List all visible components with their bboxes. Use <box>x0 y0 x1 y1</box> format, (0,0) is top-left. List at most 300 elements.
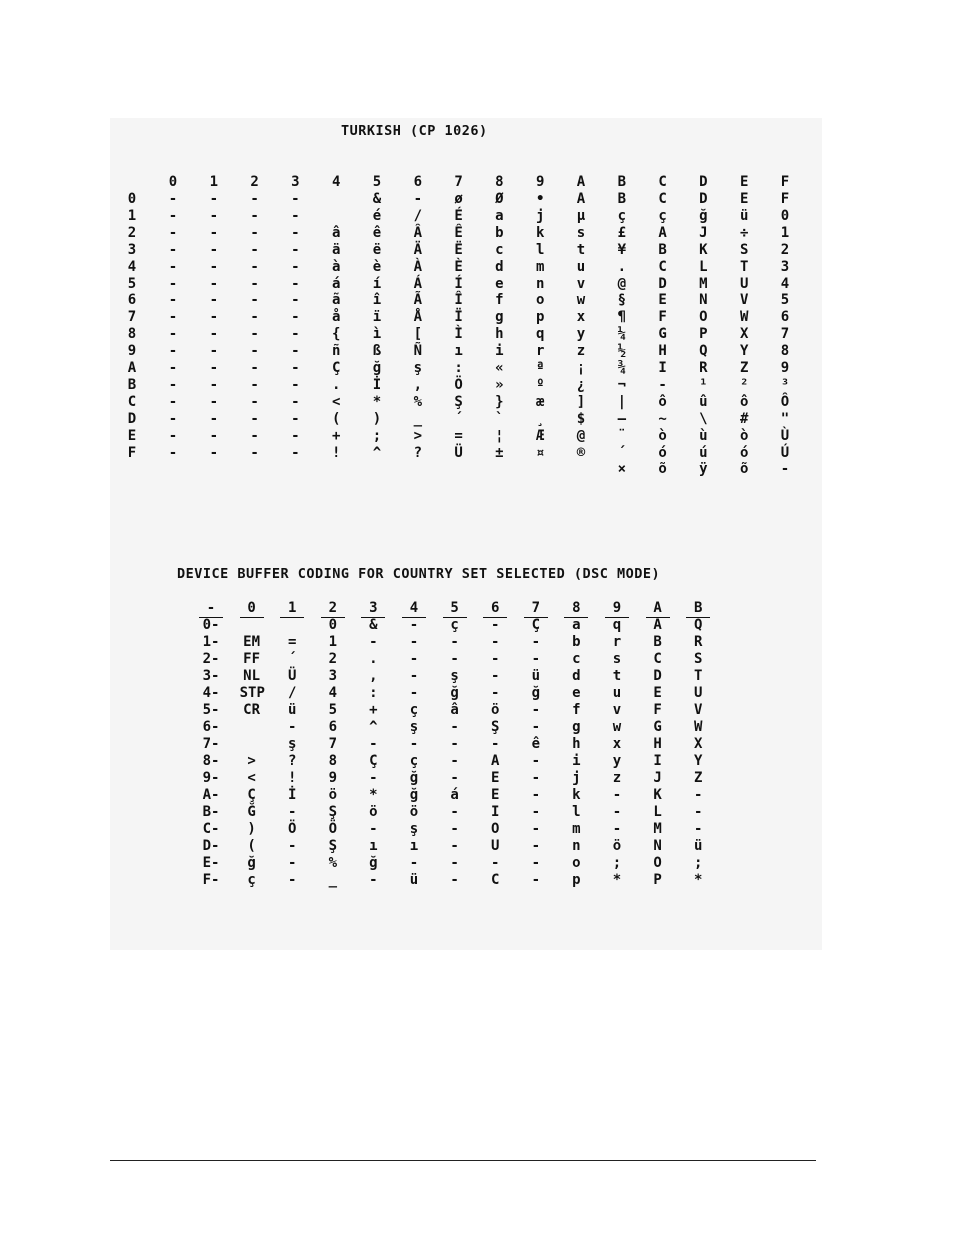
code-cell: - <box>490 617 500 633</box>
code-cell: ´ <box>454 410 463 427</box>
code-cell: Ç <box>331 360 341 376</box>
code-cell: - <box>168 427 178 444</box>
column-header: 9 <box>535 174 545 190</box>
code-cell: ğ <box>409 787 419 803</box>
code-cell: Y <box>693 753 703 769</box>
code-cell: R <box>699 360 708 376</box>
code-cell: ï <box>372 309 382 326</box>
code-cell: ; <box>372 427 382 444</box>
code-cell: - <box>291 343 300 360</box>
code-cell: - <box>291 360 300 376</box>
column-header: B <box>686 600 710 618</box>
code-cell: - <box>612 787 622 803</box>
code-cell: Å <box>413 309 423 326</box>
code-cell: - <box>490 668 500 684</box>
code-cell: p <box>535 309 545 326</box>
column-header: 8 <box>495 174 504 190</box>
code-cell: STP <box>239 685 265 701</box>
code-cell: ò <box>739 427 749 444</box>
code-cell: y <box>612 753 622 769</box>
row-label <box>120 461 144 478</box>
row-label: 3 <box>127 241 137 258</box>
code-cell: M <box>699 275 708 292</box>
code-cell: - <box>531 787 541 803</box>
code-cell: , <box>369 668 378 684</box>
column-header: 9 <box>605 600 629 618</box>
code-cell: w <box>612 719 622 735</box>
code-cell: 6 <box>328 719 338 735</box>
row-label: 6 <box>127 292 137 309</box>
code-cell: » <box>495 376 504 393</box>
code-cell: - <box>490 685 500 701</box>
code-cell: ² <box>739 376 749 393</box>
code-cell: ş <box>450 668 459 684</box>
code-cell: @ <box>576 427 586 444</box>
code-cell: § <box>617 292 627 309</box>
row-label: C <box>127 393 137 410</box>
code-cell: 8 <box>780 343 790 360</box>
code-cell: ¾ <box>617 360 627 376</box>
code-cell: ğ <box>369 855 378 871</box>
code-cell: - <box>409 651 419 667</box>
code-cell: < <box>331 393 341 410</box>
code-cell: H <box>653 736 662 752</box>
row-label: D- <box>202 838 220 854</box>
code-cell: - <box>450 804 459 820</box>
code-cell: ~ <box>658 410 667 427</box>
code-cell: ^ <box>372 444 382 461</box>
code-cell: Ş <box>328 804 338 820</box>
code-cell: I <box>653 753 662 769</box>
code-cell: ı <box>409 838 419 854</box>
code-cell: ) <box>247 821 256 837</box>
code-cell: ö <box>490 702 500 718</box>
code-cell: v <box>612 702 622 718</box>
code-cell: ! <box>287 770 297 786</box>
code-cell: - <box>209 207 219 224</box>
row-label: 8 <box>127 326 137 343</box>
column-header: 5 <box>443 600 467 618</box>
code-cell: - <box>250 326 259 343</box>
code-cell: O <box>699 309 708 326</box>
code-cell: F <box>658 309 667 326</box>
code-cell: c <box>572 651 581 667</box>
code-cell: - <box>291 275 300 292</box>
row-label: 6- <box>202 719 220 735</box>
code-cell: - <box>168 393 178 410</box>
code-cell: - <box>168 343 178 360</box>
code-cell: ¼ <box>617 326 627 343</box>
code-cell: 3 <box>780 258 790 275</box>
code-cell: ù <box>699 427 708 444</box>
code-cell: º <box>535 376 545 393</box>
code-cell: T <box>739 258 749 275</box>
code-cell: - <box>409 855 419 871</box>
code-cell: Î <box>454 292 463 309</box>
code-cell: EM <box>243 634 261 650</box>
code-cell: B <box>653 634 662 650</box>
code-cell: < <box>247 770 256 786</box>
code-cell: - <box>250 224 259 241</box>
code-cell: - <box>291 241 300 258</box>
code-cell: % <box>328 855 338 871</box>
code-cell: Z <box>693 770 703 786</box>
code-cell: n <box>572 838 581 854</box>
code-cell: - <box>531 855 541 871</box>
code-cell: 9 <box>780 360 790 376</box>
code-cell: - <box>531 821 541 837</box>
code-cell: á <box>450 787 459 803</box>
code-cell: i <box>572 753 581 769</box>
code-cell: q <box>535 326 545 343</box>
code-cell: - <box>209 444 219 461</box>
code-cell: O <box>490 821 500 837</box>
code-cell: l <box>572 804 581 820</box>
code-cell: a <box>572 617 581 633</box>
code-cell: Ù <box>780 427 790 444</box>
code-cell: 0 <box>780 207 790 224</box>
code-cell: ü <box>531 668 541 684</box>
code-cell: - <box>287 855 297 871</box>
code-cell: Ş <box>328 838 338 854</box>
row-label: 9 <box>127 343 137 360</box>
code-cell: İ <box>372 376 382 393</box>
column-header: 1 <box>280 600 304 618</box>
code-cell: X <box>739 326 749 343</box>
code-cell: Ğ <box>247 804 256 820</box>
column-header: 0 <box>240 600 264 618</box>
code-cell: E <box>490 770 500 786</box>
code-cell: [ <box>413 326 423 343</box>
code-cell: - <box>291 376 300 393</box>
code-cell: 5 <box>780 292 790 309</box>
code-cell: ç <box>617 207 627 224</box>
code-cell: I <box>658 360 667 376</box>
code-cell: & <box>369 617 378 633</box>
code-cell: q <box>612 617 622 633</box>
row-label: 7- <box>202 736 220 752</box>
code-cell: ç <box>450 617 459 633</box>
code-cell: - <box>168 410 178 427</box>
row-label: F <box>127 444 137 461</box>
code-cell: s <box>576 224 586 241</box>
code-cell: ô <box>658 393 667 410</box>
code-cell: 1 <box>328 634 338 650</box>
code-cell: z <box>612 770 622 786</box>
code-cell: P <box>699 326 708 343</box>
code-cell: : <box>454 360 463 376</box>
code-cell: p <box>572 872 581 888</box>
code-cell: - <box>450 838 459 854</box>
code-cell: ¸ <box>535 410 545 427</box>
code-cell: S <box>739 241 749 258</box>
code-cell: ç <box>409 753 419 769</box>
code-cell: 6 <box>780 309 790 326</box>
code-cell: - <box>287 804 297 820</box>
code-cell: g <box>495 309 504 326</box>
code-cell: " <box>780 410 790 427</box>
code-cell: l <box>535 241 545 258</box>
code-cell: ã <box>331 292 341 309</box>
code-cell: Á <box>413 275 423 292</box>
code-cell: - <box>287 838 297 854</box>
code-cell: ı <box>454 343 463 360</box>
code-cell: > <box>413 427 423 444</box>
code-cell: ğ <box>450 685 459 701</box>
code-cell: - <box>168 258 178 275</box>
code-cell: Ş <box>490 719 500 735</box>
code-cell: - <box>490 634 500 650</box>
row-label: B <box>127 376 137 393</box>
code-cell: × <box>617 461 627 478</box>
code-cell: - <box>450 872 459 888</box>
code-cell: - <box>168 444 178 461</box>
row-label: 8- <box>202 753 220 769</box>
code-cell: ö <box>409 804 419 820</box>
code-cell: ; <box>612 855 622 871</box>
code-cell: A <box>490 753 500 769</box>
code-cell: - <box>250 343 259 360</box>
column-header: 3 <box>361 600 385 618</box>
column-header: A <box>646 600 670 618</box>
code-cell: h <box>572 736 581 752</box>
code-cell: - <box>413 191 423 207</box>
code-cell: î <box>372 292 382 309</box>
code-cell: - <box>450 634 459 650</box>
code-cell: ± <box>495 444 504 461</box>
code-cell: Z <box>739 360 749 376</box>
code-cell: - <box>369 736 378 752</box>
code-cell: Æ <box>535 427 545 444</box>
code-cell: Ã <box>413 292 423 309</box>
code-cell: Q <box>699 343 708 360</box>
code-cell: R <box>693 634 703 650</box>
row-label: 4 <box>127 258 137 275</box>
code-cell: s <box>612 651 622 667</box>
code-cell: - <box>168 207 178 224</box>
code-cell: - <box>693 821 703 837</box>
code-cell: A <box>658 224 667 241</box>
code-cell: b <box>495 224 504 241</box>
code-cell: r <box>612 634 622 650</box>
code-cell: - <box>531 872 541 888</box>
code-cell: - <box>531 838 541 854</box>
code-cell: - <box>612 804 622 820</box>
code-cell: È <box>454 258 463 275</box>
code-cell: C <box>658 258 667 275</box>
column-header: C <box>658 174 667 190</box>
code-cell: - <box>291 393 300 410</box>
code-cell: Ñ <box>413 343 423 360</box>
code-cell: - <box>531 651 541 667</box>
code-cell: - <box>490 855 500 871</box>
column-header: 7 <box>524 600 548 618</box>
code-cell: 0 <box>328 617 338 633</box>
code-cell: ç <box>658 207 667 224</box>
code-cell: z <box>576 343 586 360</box>
code-cell: w <box>576 292 586 309</box>
code-cell: ë <box>372 241 382 258</box>
code-cell: - <box>450 651 459 667</box>
code-cell: ı <box>369 838 378 854</box>
code-cell: - <box>531 634 541 650</box>
code-cell: - <box>287 719 297 735</box>
code-cell: - <box>209 343 219 360</box>
code-cell: > <box>247 753 256 769</box>
code-cell: - <box>250 241 259 258</box>
code-cell: ş <box>409 719 419 735</box>
code-cell: Y <box>739 343 749 360</box>
code-cell: ø <box>454 191 463 207</box>
code-cell: - <box>531 753 541 769</box>
code-cell: j <box>535 207 545 224</box>
code-cell: ê <box>531 736 541 752</box>
code-cell: Ç <box>531 617 541 633</box>
code-cell: - <box>369 821 378 837</box>
code-cell: C <box>658 191 667 207</box>
code-cell: ] <box>576 393 586 410</box>
code-cell: « <box>495 360 504 376</box>
code-cell: . <box>331 376 341 393</box>
code-cell: A <box>576 191 586 207</box>
code-cell: è <box>372 258 382 275</box>
code-cell: õ <box>658 461 667 478</box>
row-label: F- <box>202 872 220 888</box>
code-cell: - <box>369 770 378 786</box>
code-cell: W <box>739 309 749 326</box>
code-cell: ¶ <box>617 309 627 326</box>
code-cell: = <box>287 634 297 650</box>
code-cell: ( <box>247 838 256 854</box>
code-cell: K <box>653 787 662 803</box>
code-cell: - <box>291 207 300 224</box>
code-cell: NL <box>243 668 261 684</box>
code-cell: CR <box>243 702 261 718</box>
code-cell: E <box>658 292 667 309</box>
code-cell: - <box>168 326 178 343</box>
code-cell: ğ <box>372 360 382 376</box>
code-cell: ¥ <box>617 241 627 258</box>
code-cell: U <box>490 838 500 854</box>
code-cell: H <box>658 343 667 360</box>
code-cell: Ş <box>454 393 463 410</box>
code-cell: B <box>617 191 627 207</box>
code-cell: - <box>209 393 219 410</box>
code-cell: @ <box>617 275 627 292</box>
code-cell: ş <box>287 736 297 752</box>
code-cell: - <box>250 427 259 444</box>
code-cell: * <box>369 787 378 803</box>
code-cell: v <box>576 275 586 292</box>
code-cell: Ä <box>413 241 423 258</box>
code-cell: X <box>693 736 703 752</box>
code-cell: ö <box>328 787 338 803</box>
code-cell: O <box>653 855 662 871</box>
code-cell: İ <box>287 787 297 803</box>
code-cell: # <box>739 410 749 427</box>
code-cell: . <box>369 651 378 667</box>
code-cell: - <box>250 444 259 461</box>
row-label: 1- <box>202 634 220 650</box>
code-cell: % <box>413 393 423 410</box>
code-cell: J <box>699 224 708 241</box>
code-cell: - <box>531 702 541 718</box>
code-cell: 9 <box>328 770 338 786</box>
code-cell: Â <box>413 224 423 241</box>
code-cell: - <box>450 821 459 837</box>
code-cell: - <box>693 787 703 803</box>
code-cell: T <box>693 668 703 684</box>
code-cell: é <box>372 207 382 224</box>
code-cell: * <box>372 393 382 410</box>
code-cell: - <box>780 461 790 478</box>
code-cell: - <box>693 804 703 820</box>
code-cell: f <box>495 292 504 309</box>
code-cell: ü <box>739 207 749 224</box>
code-cell: ¿ <box>576 376 586 393</box>
code-cell: t <box>612 668 622 684</box>
code-cell: ö <box>612 838 622 854</box>
code-cell: \ <box>699 410 708 427</box>
row-label: 9- <box>202 770 220 786</box>
code-cell: 8 <box>328 753 338 769</box>
code-cell: $ <box>576 410 586 427</box>
code-cell: ? <box>413 444 423 461</box>
code-cell: d <box>572 668 581 684</box>
column-header: 1 <box>209 174 219 190</box>
code-cell: - <box>291 444 300 461</box>
code-cell: k <box>572 787 581 803</box>
code-cell: d <box>495 258 504 275</box>
code-cell: - <box>209 410 219 427</box>
code-cell: L <box>653 804 662 820</box>
code-cell: ´ <box>617 444 627 461</box>
turkish-code-page-title: TURKISH (CP 1026) <box>341 123 488 139</box>
code-cell: ò <box>658 427 667 444</box>
code-cell: - <box>250 275 259 292</box>
code-cell: Ë <box>454 241 463 258</box>
code-cell: : <box>369 685 378 701</box>
code-cell: ü <box>693 838 703 854</box>
code-cell: ß <box>372 343 382 360</box>
code-cell: - <box>531 770 541 786</box>
code-cell: ? <box>287 753 297 769</box>
code-cell: - <box>291 309 300 326</box>
code-cell: ğ <box>247 855 256 871</box>
code-cell: | <box>617 393 627 410</box>
code-cell: x <box>576 309 586 326</box>
code-cell: 4 <box>328 685 338 701</box>
row-label: 0- <box>202 617 220 633</box>
code-cell: - <box>291 224 300 241</box>
code-cell: ü <box>287 702 297 718</box>
code-cell: Ú <box>780 444 790 461</box>
device-buffer-coding-title: DEVICE BUFFER CODING FOR COUNTRY SET SELECTED (DSC MODE) <box>177 566 661 582</box>
code-cell: â <box>331 224 341 241</box>
code-cell: ó <box>739 444 749 461</box>
code-cell: - <box>409 685 419 701</box>
code-cell: É <box>454 207 463 224</box>
code-cell: r <box>535 343 545 360</box>
code-cell: ö <box>369 804 378 820</box>
code-cell: - <box>168 292 178 309</box>
code-cell: y <box>576 326 586 343</box>
column-header: 4 <box>331 174 341 190</box>
code-cell: * <box>612 872 622 888</box>
code-cell: L <box>699 258 708 275</box>
code-cell: - <box>209 224 219 241</box>
code-cell: - <box>531 719 541 735</box>
